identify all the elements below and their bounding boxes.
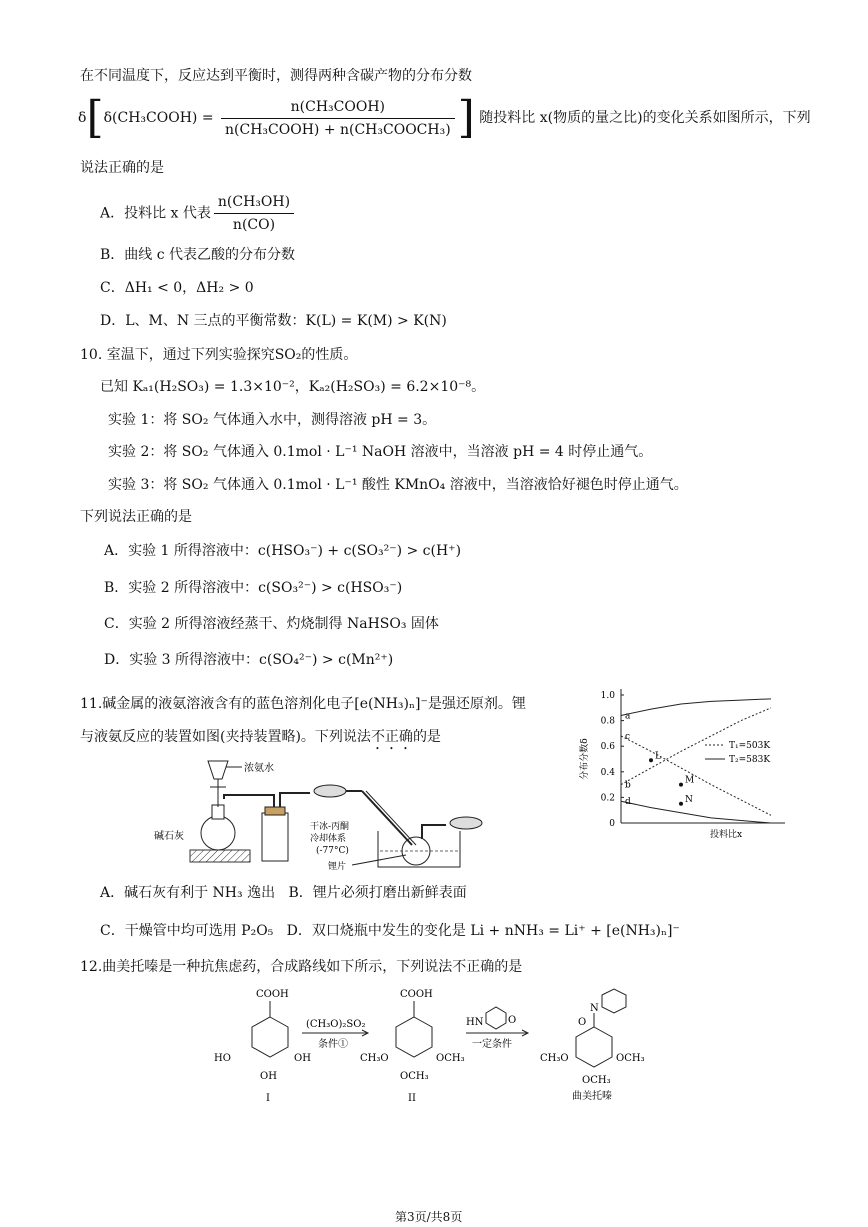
- svg-text:OCH₃: OCH₃: [616, 1053, 645, 1064]
- y-tick-label: 0.6: [600, 742, 615, 753]
- q10-option-b: B．实验 2 所得溶液中：c(SO₃²⁻) > c(HSO₃⁻): [104, 580, 403, 596]
- label-lime: 碱石灰: [154, 831, 184, 842]
- q11-stem-line1: 11.碱金属的液氨溶液含有的蓝色溶剂化电子[e(NH₃)ₙ]⁻是强还原剂。锂: [80, 696, 526, 712]
- svg-text:OCH₃: OCH₃: [400, 1071, 429, 1082]
- svg-text:一定条件: 一定条件: [472, 1039, 512, 1050]
- q9-delta-definition: δ[δ(CH₃COOH) = $\frac{\text{n(CH₃COOH)}}{\text{n(CH₃COOH) + n(CH₃COOCH₃)}}$ ] 随投料比 x(物质的量之比)的变化关系如图所示，下列: [78, 92, 811, 143]
- q9-option-d: D．L、M、N 三点的平衡常数：K(L) = K(M) > K(N): [100, 313, 447, 329]
- q11-emphasis: 不正确: [370, 729, 413, 745]
- svg-text:O: O: [508, 1015, 517, 1026]
- q9-after-fraction: 随投料比 x(物质的量之比)的变化关系如图所示，下列: [479, 110, 811, 126]
- q11-option-c: C．干燥管中均可选用 P₂O₅: [100, 923, 274, 939]
- y-tick-label: 0.8: [600, 716, 615, 727]
- svg-text:(CH₃O)₂SO₂: (CH₃O)₂SO₂: [306, 1019, 366, 1030]
- q9-ask: 说法正确的是: [80, 160, 164, 176]
- label-compound-i: I: [266, 1093, 270, 1104]
- round-bottom-flask: [201, 816, 235, 850]
- q11-apparatus-diagram: [150, 755, 500, 875]
- product-ring: [576, 1027, 612, 1067]
- q9-delta-lhs: δ(CH₃COOH) =: [103, 110, 219, 126]
- distribution-fraction-chart: [575, 685, 795, 845]
- point-label-L: L: [655, 751, 661, 762]
- svg-text:OCH₃: OCH₃: [436, 1053, 465, 1064]
- q10-option-c: C．实验 2 所得溶液经蒸干、灼烧制得 NaHSO₃ 固体: [104, 616, 439, 632]
- q10-option-a: A．实验 1 所得溶液中：c(HSO₃⁻) + c(SO₃²⁻) > c(H⁺): [104, 543, 462, 559]
- q9-option-a-fraction: $\frac{\text{n(CH₃OH)}}{n(CO)}$: [214, 192, 294, 235]
- svg-text:CH₃O: CH₃O: [540, 1053, 569, 1064]
- svg-text:O: O: [578, 1017, 587, 1028]
- legend-t2: T₂=583K: [729, 755, 771, 765]
- q11-option-a: A．碱石灰有利于 NH₃ 逸出: [100, 885, 276, 901]
- q11-options-ab: [100, 883, 467, 903]
- svg-text:CH₃O: CH₃O: [360, 1053, 389, 1064]
- series-d: [621, 801, 771, 823]
- y-tick-label: 0: [609, 819, 615, 829]
- morpholine-ring: [486, 1007, 506, 1029]
- q11-option-b: B．锂片必须打磨出新鲜表面: [288, 885, 467, 901]
- page-footer: 第3页/共8页: [395, 1210, 463, 1224]
- heating-base: [190, 850, 250, 862]
- gas-bottle: [262, 813, 288, 861]
- y-tick-label: 1.0: [600, 691, 615, 701]
- svg-text:COOH: COOH: [256, 989, 289, 1000]
- q9-delta-fraction: [221, 97, 455, 140]
- y-tick-label: 0.4: [600, 767, 615, 778]
- series-a: [621, 699, 771, 716]
- label-bath-2: 冷却体系: [310, 834, 347, 844]
- label-bath-1: 干冰-丙酮: [310, 822, 350, 832]
- point-M: [679, 783, 683, 787]
- svg-text:条件①: 条件①: [318, 1039, 348, 1050]
- label-bath-3: (-77°C): [316, 846, 349, 856]
- svg-text:COOH: COOH: [400, 989, 433, 1000]
- svg-text:OCH₃: OCH₃: [582, 1075, 611, 1086]
- q11-option-d: D．双口烧瓶中发生的变化是 Li + nNH₃ = Li⁺ + [e(NH₃)ₙ]⁻: [286, 923, 680, 939]
- svg-text:HO: HO: [214, 1053, 231, 1064]
- q9-option-b: B．曲线 c 代表乙酸的分布分数: [100, 247, 296, 263]
- curve-label-b: b: [625, 780, 631, 791]
- q12-stem: 12.曲美托嗪是一种抗焦虑药，合成路线如下所示，下列说法不正确的是: [80, 959, 523, 975]
- label-ammonia: 浓氨水: [244, 763, 274, 774]
- label-product: 曲美托嗪: [572, 1091, 612, 1102]
- q9-frac-denominator: n(CH₃COOH) + n(CH₃COOCH₃): [225, 121, 451, 138]
- drying-tube-2: [450, 817, 482, 829]
- label-lithium: 锂片: [328, 862, 347, 872]
- y-axis-label: 分布分数δ: [580, 738, 590, 780]
- q10-ask: 下列说法正确的是: [80, 509, 192, 525]
- point-L: [649, 758, 653, 762]
- compound-i-ring: [252, 1017, 288, 1057]
- dropping-funnel: [208, 761, 228, 779]
- curve-label-d: d: [625, 797, 631, 808]
- point-N: [679, 802, 683, 806]
- svg-text:OH: OH: [260, 1071, 277, 1082]
- q10-stem: 10. 室温下，通过下列实验探究SO₂的性质。: [80, 347, 358, 363]
- drying-tube-1: [314, 785, 346, 797]
- point-label-M: M: [685, 775, 695, 786]
- curve-label-a: a: [625, 711, 631, 722]
- legend-t1: T₁=503K: [729, 741, 771, 751]
- curve-label-c: c: [625, 731, 631, 742]
- svg-text:OH: OH: [294, 1053, 311, 1064]
- y-tick-label: 0.2: [600, 793, 615, 804]
- q10-exp2: 实验 2：将 SO₂ 气体通入 0.1mol · L⁻¹ NaOH 溶液中，当溶液 pH = 4 时停止通气。: [108, 444, 653, 460]
- q10-known: 已知 Kₐ₁(H₂SO₃) = 1.3×10⁻²，Kₐ₂(H₂SO₃) = 6.2×10⁻⁸。: [100, 379, 486, 395]
- label-compound-ii: II: [408, 1093, 416, 1104]
- q12-synthesis-route: [210, 985, 680, 1105]
- q11-stem-line2: 与液氨反应的装置如图(夹持装置略)。下列说法不正确的是: [80, 729, 441, 745]
- q9-option-a: A．投料比 x 代表 $\frac{\text{n(CH₃OH)}}{n(CO)}$: [100, 192, 297, 236]
- q10-exp3: 实验 3：将 SO₂ 气体通入 0.1mol · L⁻¹ 酸性 KMnO₄ 溶液中，当溶液恰好褪色时停止通气。: [108, 477, 688, 493]
- svg-text:HN: HN: [466, 1017, 484, 1028]
- product-morpholine-ring: [602, 989, 626, 1013]
- x-axis-label: 投料比x: [709, 830, 743, 840]
- q9-option-c: C．ΔH₁ < 0，ΔH₂ > 0: [100, 280, 254, 296]
- q9-frac-numerator: n(CH₃COOH): [221, 97, 455, 119]
- cooling-bath: [378, 831, 460, 867]
- q9-delta-prefix: δ: [78, 110, 87, 126]
- q10-option-d: D．实验 3 所得溶液中：c(SO₄²⁻) > c(Mn²⁺): [104, 652, 394, 668]
- q10-exp1: 实验 1：将 SO₂ 气体通入水中，测得溶液 pH = 3。: [108, 412, 437, 428]
- svg-text:N: N: [590, 1003, 599, 1014]
- q11-options-cd: [100, 921, 680, 941]
- q9-intro: 在不同温度下，反应达到平衡时，测得两种含碳产物的分布分数: [80, 68, 472, 84]
- point-label-N: N: [685, 794, 693, 805]
- compound-ii-ring: [396, 1017, 432, 1057]
